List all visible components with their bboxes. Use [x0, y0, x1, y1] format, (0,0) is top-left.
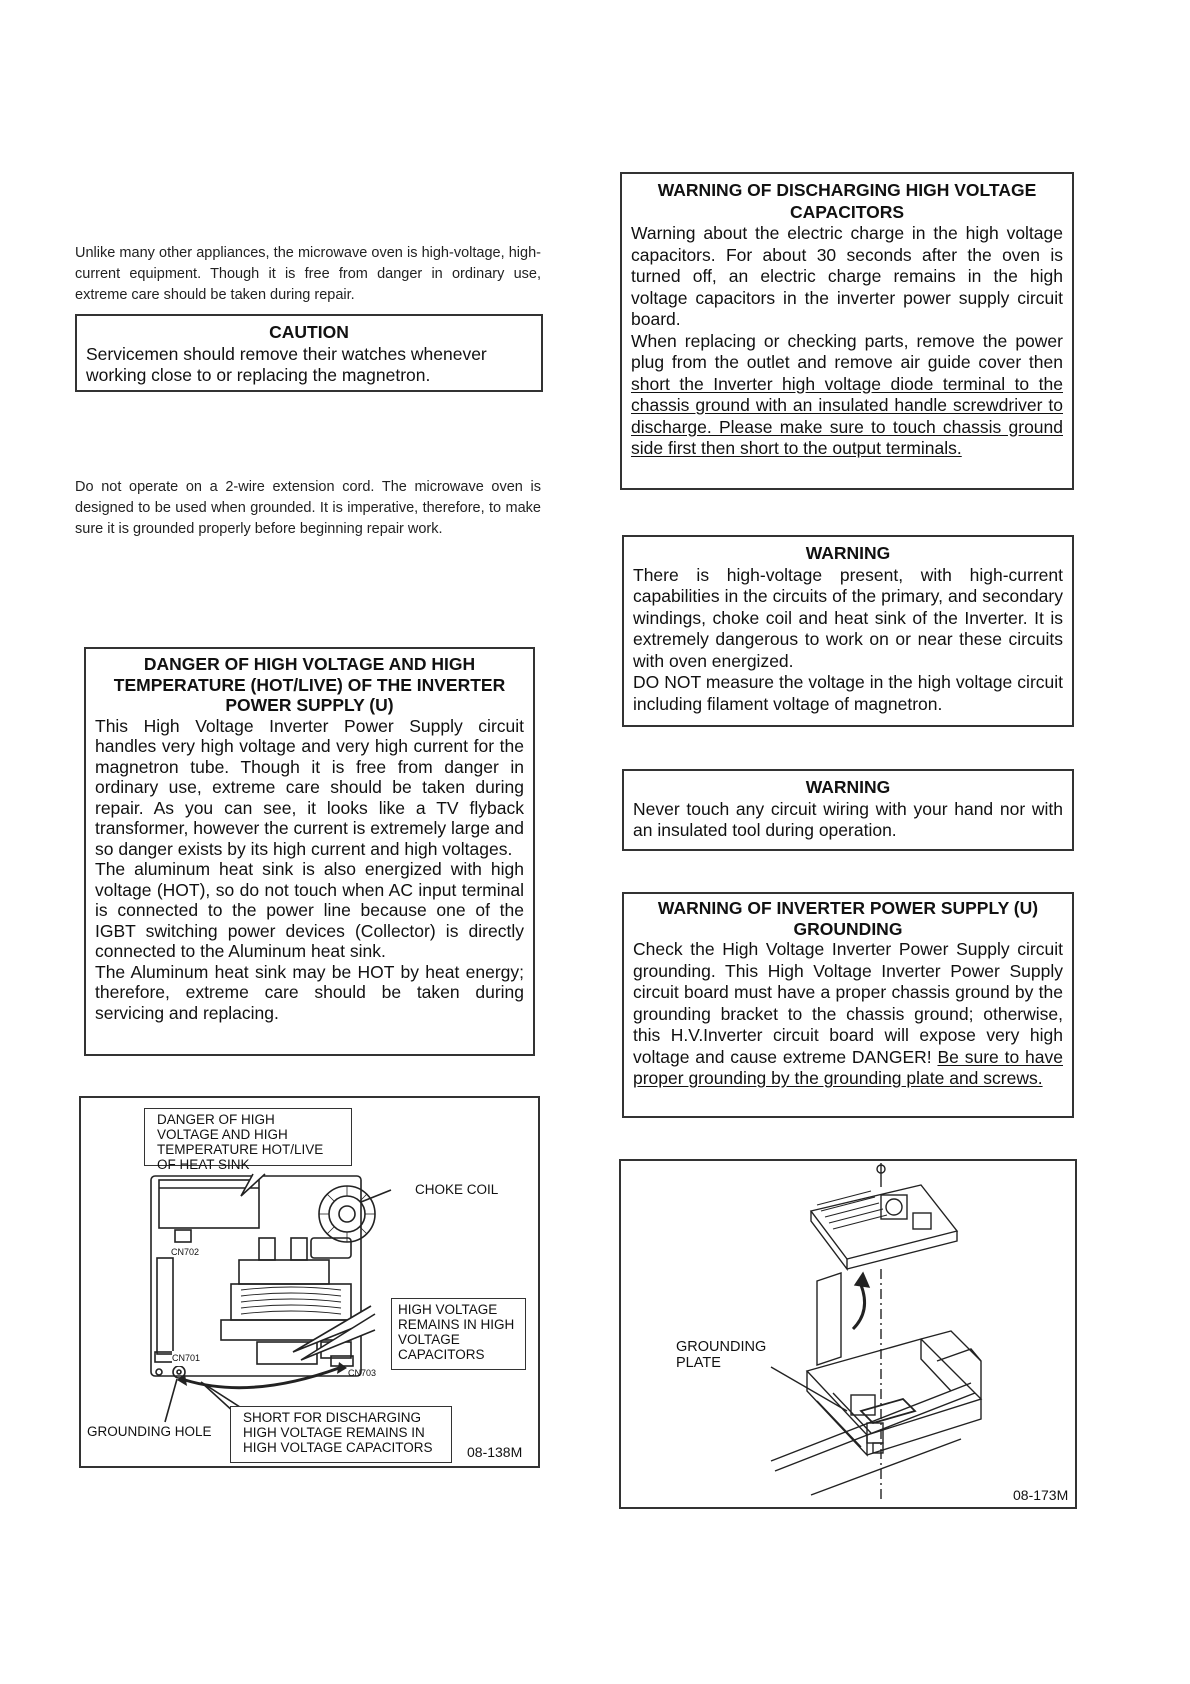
warning1-p1: There is high-voltage present, with high-current capabilities in the circuits of the primary, and secondary windings, choke coil and heat sink of the Inverter. It is extremely dangerous to work on or near these circuits with oven energized.: [633, 564, 1063, 671]
grounding-plate-figure: [619, 1159, 1077, 1509]
grounding-p1-text: Check the High Voltage Inverter Power Supply circuit grounding. This High Voltage Inverter Power Supply circuit board must have a proper chassis ground by the grounding bracket to the chassis ground; otherwise, this H.V.Inverter circuit board will expose very high voltage and cause extreme DANGER!: [633, 939, 1063, 1067]
danger-p1: This High Voltage Inverter Power Supply circuit handles very high voltage and very high current for the magnetron tube. Though it is free from danger in ordinary use, extreme care should be taken during repair. As you can see, it looks like a TV flyback transformer, however the current is extremely large and so danger exists by its high current and high voltages.: [95, 715, 524, 859]
label-cn703: CN703: [348, 1368, 377, 1378]
grounding-warning-box: [622, 892, 1074, 1118]
intro-paragraph: Unlike many other appliances, the microwave oven is high-voltage, high-current equipment. Though it is free from danger in ordinary use, extreme care should be taken during repair.: [75, 245, 541, 303]
discharge-warning-box: [620, 172, 1074, 490]
caution-body: Servicemen should remove their watches whenever working close to or replacing the magnetron.: [86, 343, 487, 385]
figure-id-left: 08-138M: [467, 1444, 523, 1460]
danger-title: DANGER OF HIGH VOLTAGE AND HIGH TEMPERATURE (HOT/LIVE) OF THE INVERTER POWER SUPPLY (U): [113, 654, 506, 715]
label-choke-coil: CHOKE COIL: [415, 1182, 499, 1197]
danger-p3: The Aluminum heat sink may be HOT by heat energy; therefore, extreme care should be taken during servicing and replacing.: [95, 961, 524, 1023]
grounding-p1: [633, 939, 1063, 1090]
warning2-p1: Never touch any circuit wiring with your hand nor with an insulated tool during operation.: [633, 798, 1063, 840]
caution-box: [75, 314, 543, 392]
grounding-note-paragraph: Do not operate on a 2-wire extension cord. The microwave oven is designed to be used when grounded. It is imperative, therefore, to make sure it is grounded properly before beginning repair work.: [75, 479, 541, 537]
danger-p2: The aluminum heat sink is also energized with high voltage (HOT), so do not touch when AC input terminal is connected to the power line because one of the IGBT switching power devices (Collector) is directly connected to the Aluminum heat sink.: [95, 859, 524, 961]
label-short-discharge: SHORT FOR DISCHARGING HIGH VOLTAGE REMAINS IN HIGH VOLTAGE CAPACITORS: [230, 1406, 452, 1463]
label-hv-capacitors: HIGH VOLTAGE REMAINS IN HIGH VOLTAGE CAPACITORS: [391, 1298, 526, 1370]
label-grounding-hole: GROUNDING HOLE: [87, 1424, 212, 1439]
figure-id-right: 08-173M: [1013, 1487, 1069, 1503]
label-cn702: CN702: [171, 1247, 200, 1257]
discharge-p2: [631, 331, 1063, 460]
grounding-plate-drawing: [621, 1161, 1079, 1511]
discharge-p1: Warning about the electric charge in the high voltage capacitors. For about 30 seconds after the oven is turned off, an electric charge remains in the high voltage capacitors in the inverter power supply circuit board.: [631, 223, 1063, 329]
label-cn701: CN701: [172, 1351, 200, 1366]
warning2-title: WARNING: [805, 777, 891, 797]
warning-box-1: [622, 535, 1074, 727]
warning-box-2: [622, 769, 1074, 851]
label-grounding-plate: GROUNDING PLATE: [676, 1339, 767, 1371]
inverter-board-figure: [79, 1096, 540, 1468]
label-heat-sink-danger: DANGER OF HIGH VOLTAGE AND HIGH TEMPERATURE HOT/LIVE OF HEAT SINK: [144, 1108, 352, 1166]
discharge-p2-text: When replacing or checking parts, remove the power plug from the outlet and remove air guide cover then: [631, 330, 1063, 372]
discharge-p2-underlined: short the Inverter high voltage diode terminal to the chassis ground with an insulated handle screwdriver to discharge. Please make sure to touch chassis ground side first then short to the output terminals.: [631, 373, 1063, 458]
caution-title: CAUTION: [269, 322, 349, 342]
warning1-p2: DO NOT measure the voltage in the high voltage circuit including filament voltage of magnetron.: [633, 672, 1063, 714]
grounding-title: WARNING OF INVERTER POWER SUPPLY (U) GROUNDING: [657, 898, 1039, 939]
warning1-title: WARNING: [805, 543, 891, 563]
grounding-p1-underlined: Be sure to have proper grounding by the grounding plate and screws.: [633, 1046, 1063, 1088]
danger-box: [84, 647, 535, 1056]
discharge-title: WARNING OF DISCHARGING HIGH VOLTAGE CAPACITORS: [657, 180, 1037, 222]
